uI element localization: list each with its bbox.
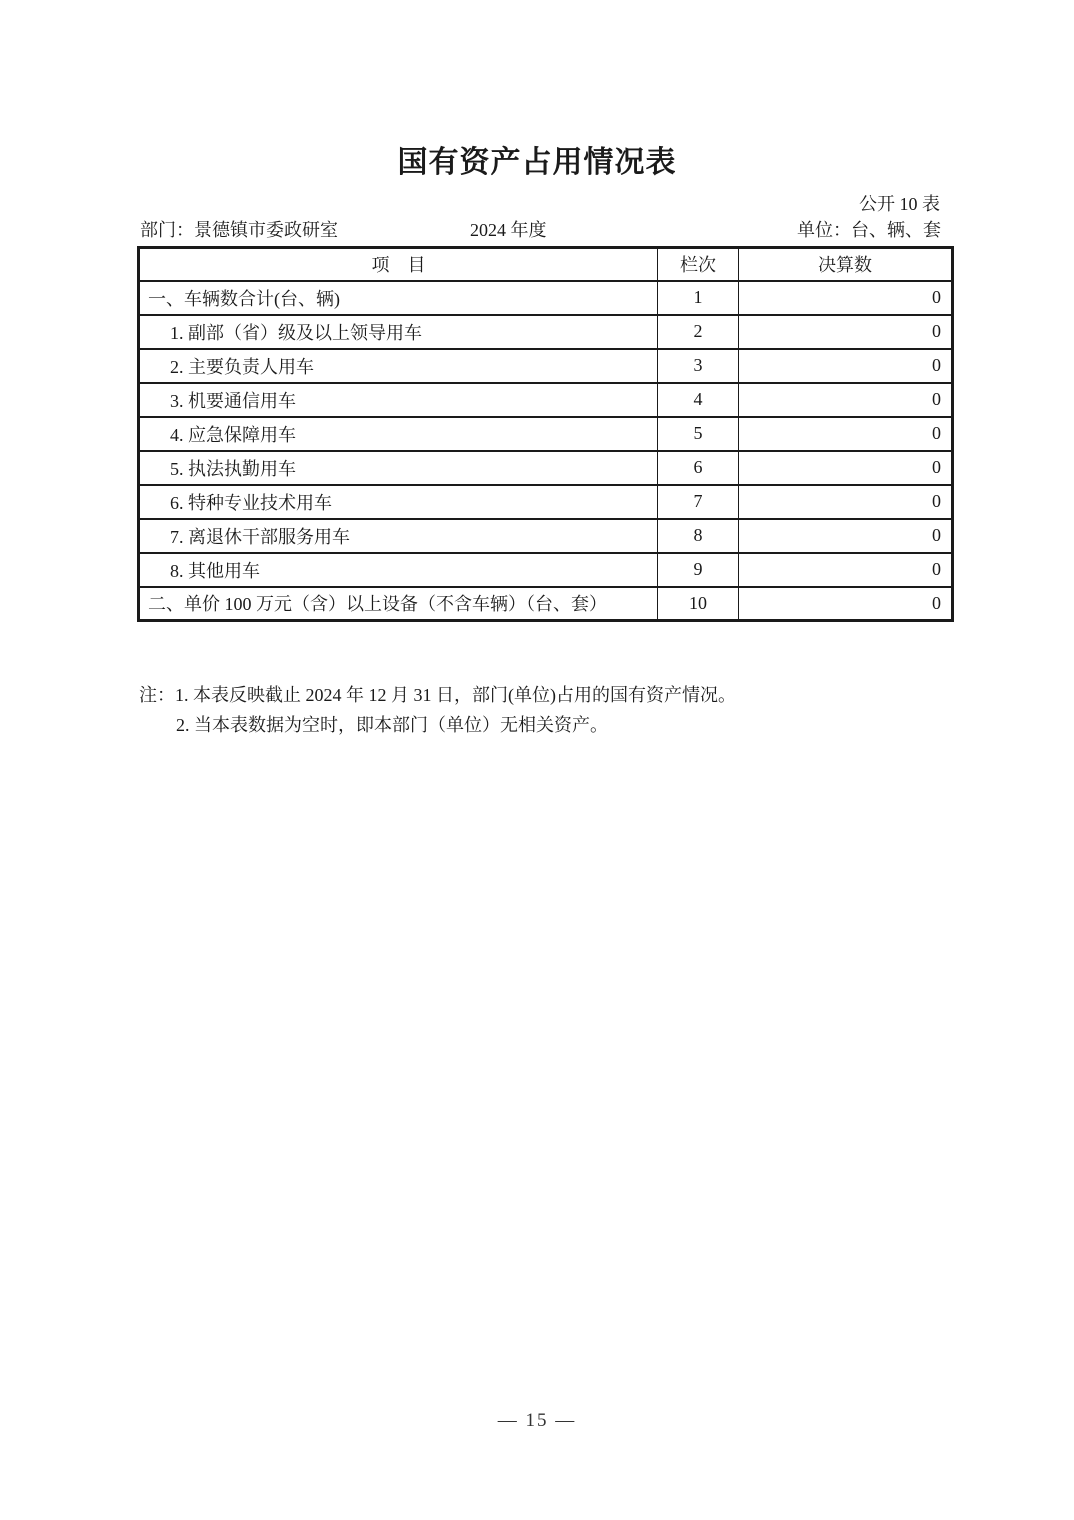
row-label: 2. 主要负责人用车 xyxy=(139,349,658,383)
row-value: 0 xyxy=(739,553,953,587)
table-row xyxy=(139,315,953,349)
row-value: 0 xyxy=(739,587,953,621)
row-value: 0 xyxy=(739,383,953,417)
row-value: 0 xyxy=(739,417,953,451)
row-label: 二、单价 100 万元（含）以上设备（不含车辆）（台、套） xyxy=(139,587,658,621)
table-row xyxy=(139,417,953,451)
row-value: 0 xyxy=(739,519,953,553)
row-column-number: 4 xyxy=(658,383,739,417)
department-label: 部门：景德镇市委政研室 xyxy=(140,220,338,240)
table-header-row xyxy=(139,248,953,281)
row-column-number: 9 xyxy=(658,553,739,587)
row-label: 6. 特种专业技术用车 xyxy=(139,485,658,519)
fiscal-year-label: 2024 年度 xyxy=(470,220,547,240)
row-column-number: 8 xyxy=(658,519,739,553)
table-row xyxy=(139,383,953,417)
row-column-number: 6 xyxy=(658,451,739,485)
table-row xyxy=(139,553,953,587)
table-row xyxy=(139,485,953,519)
table-row xyxy=(139,349,953,383)
header-item: 项 目 xyxy=(139,248,658,281)
row-label: 一、车辆数合计(台、辆) xyxy=(139,281,658,315)
row-value: 0 xyxy=(739,485,953,519)
page-number: — 15 — xyxy=(497,1410,577,1431)
row-column-number: 10 xyxy=(658,587,739,621)
page-title: 国有资产占用情况表 xyxy=(397,146,677,179)
table-row xyxy=(139,451,953,485)
row-column-number: 5 xyxy=(658,417,739,451)
row-label: 5. 执法执勤用车 xyxy=(139,451,658,485)
note-line-1: 注：1. 本表反映截止 2024 年 12 月 31 日，部门(单位)占用的国有资产情况。 xyxy=(139,685,736,705)
row-column-number: 2 xyxy=(658,315,739,349)
table-row xyxy=(139,281,953,315)
table-code-label: 公开 10 表 xyxy=(859,194,940,214)
table-row xyxy=(139,519,953,553)
row-value: 0 xyxy=(739,451,953,485)
table-notes xyxy=(139,680,899,740)
row-column-number: 7 xyxy=(658,485,739,519)
row-column-number: 1 xyxy=(658,281,739,315)
note-line-2: 2. 当本表数据为空时，即本部门（单位）无相关资产。 xyxy=(176,715,608,735)
row-label: 4. 应急保障用车 xyxy=(139,417,658,451)
row-value: 0 xyxy=(739,315,953,349)
row-label: 3. 机要通信用车 xyxy=(139,383,658,417)
table-row xyxy=(139,587,953,621)
row-value: 0 xyxy=(739,349,953,383)
table-meta-row xyxy=(137,216,951,240)
row-label: 1. 副部（省）级及以上领导用车 xyxy=(139,315,658,349)
unit-label: 单位：台、辆、套 xyxy=(797,220,941,240)
asset-occupation-table xyxy=(137,246,954,622)
row-label: 7. 离退休干部服务用车 xyxy=(139,519,658,553)
row-column-number: 3 xyxy=(658,349,739,383)
header-final-amount: 决算数 xyxy=(739,248,953,281)
row-label: 8. 其他用车 xyxy=(139,553,658,587)
row-value: 0 xyxy=(739,281,953,315)
header-column-number: 栏次 xyxy=(658,248,739,281)
